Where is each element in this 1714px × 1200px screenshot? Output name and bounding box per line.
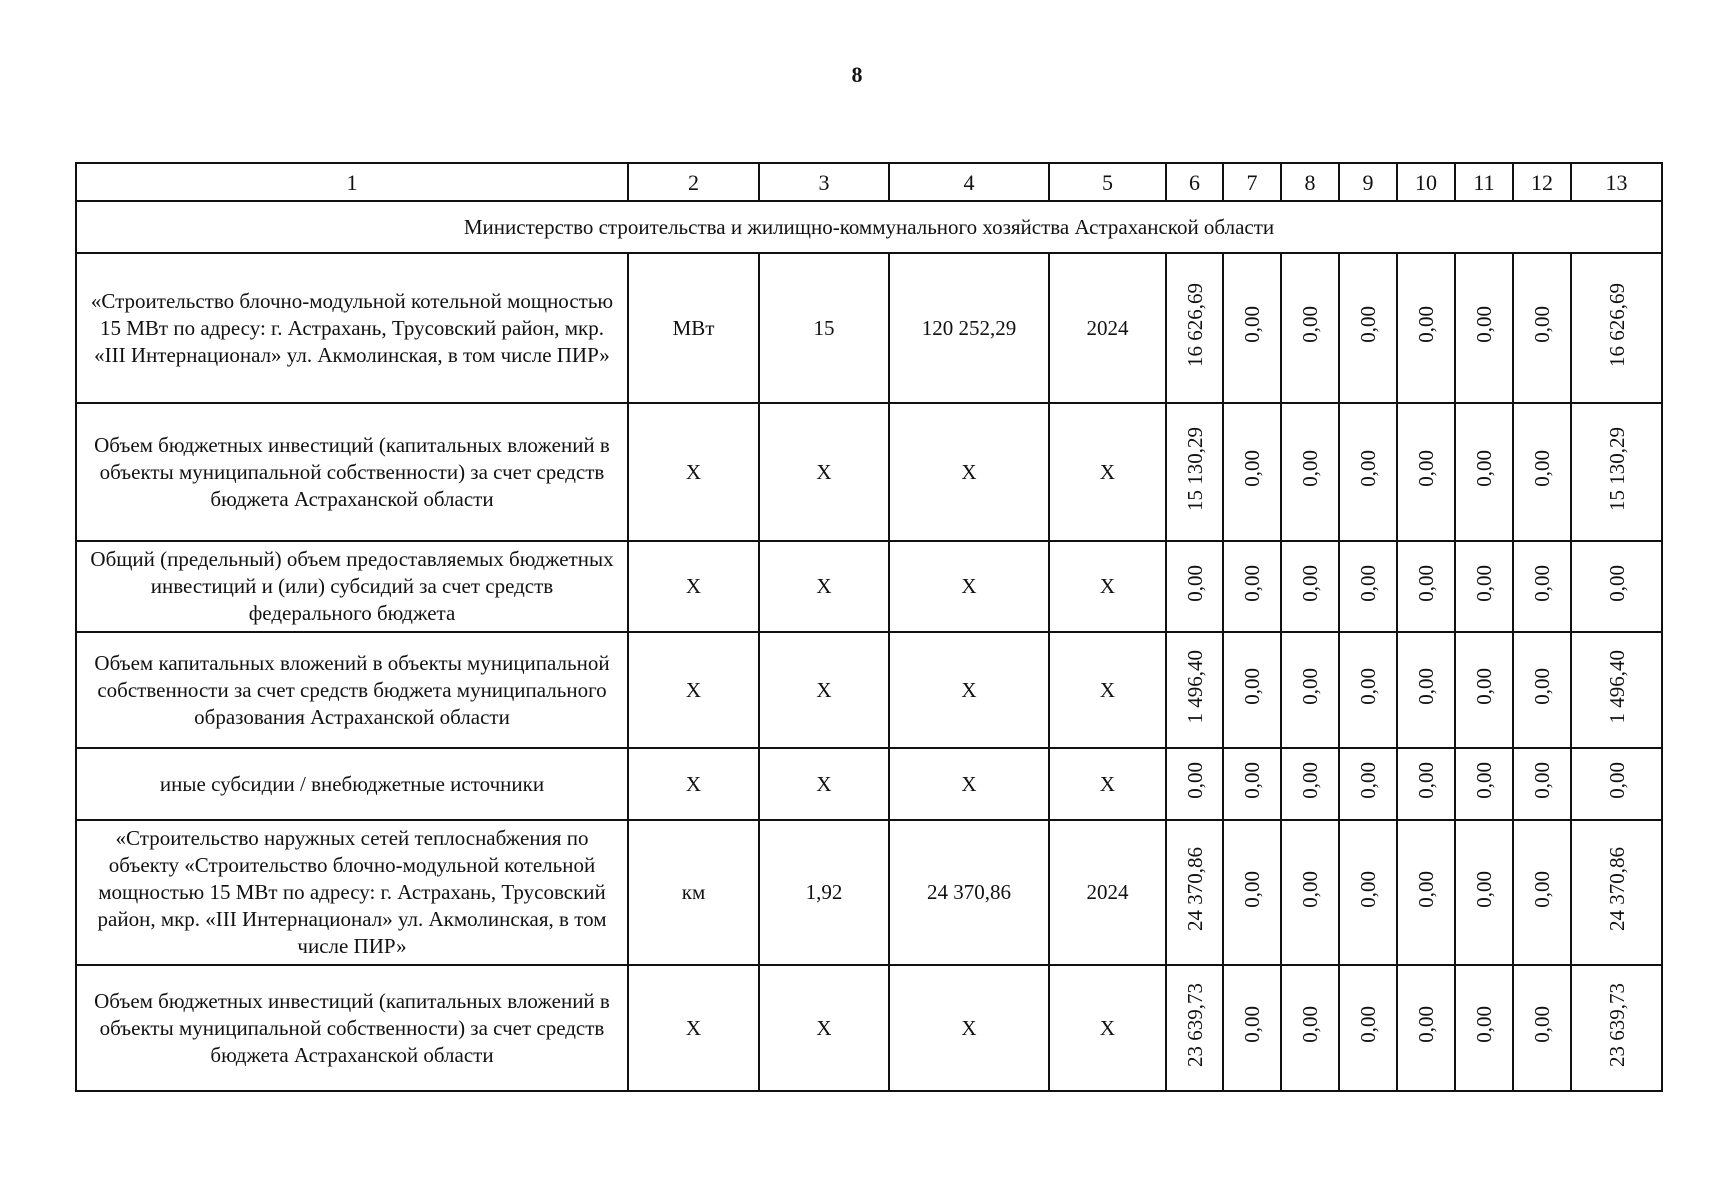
amount-cell xyxy=(1339,748,1397,820)
amount-cell xyxy=(1223,632,1281,748)
row-attribute-cell: Х xyxy=(1049,965,1166,1091)
amount-value: 0,00 xyxy=(1240,306,1264,343)
amount-value: 0,00 xyxy=(1356,306,1380,343)
amount-cell xyxy=(1455,403,1513,541)
table-row xyxy=(76,965,1662,1091)
amount-cell xyxy=(1397,965,1455,1091)
column-number-cell: 1 xyxy=(76,163,628,201)
amount-cell xyxy=(1339,253,1397,403)
row-attribute-cell: Х xyxy=(1049,632,1166,748)
row-attribute-cell: Х xyxy=(628,541,759,632)
amount-cell xyxy=(1281,632,1339,748)
page-number: 8 xyxy=(851,62,863,87)
column-number-cell: 9 xyxy=(1339,163,1397,201)
amount-value: 24 370,86 xyxy=(1604,847,1629,931)
amount-cell xyxy=(1571,965,1662,1091)
budget-table xyxy=(75,162,1663,1092)
row-attribute-cell: Х xyxy=(628,403,759,541)
row-attribute-cell: 2024 xyxy=(1049,253,1166,403)
amount-cell xyxy=(1513,541,1571,632)
amount-cell xyxy=(1513,403,1571,541)
amount-value: 0,00 xyxy=(1530,762,1554,799)
amount-cell xyxy=(1455,541,1513,632)
column-number-row xyxy=(76,163,1662,201)
amount-cell xyxy=(1513,965,1571,1091)
amount-cell xyxy=(1166,632,1223,748)
row-attribute-cell: Х xyxy=(1049,403,1166,541)
amount-value: 0,00 xyxy=(1414,668,1438,705)
amount-value: 0,00 xyxy=(1414,564,1438,602)
table-row xyxy=(76,632,1662,748)
row-attribute-cell: МВт xyxy=(628,253,759,403)
amount-cell xyxy=(1166,748,1223,820)
amount-value: 0,00 xyxy=(1414,762,1438,799)
column-number-cell: 4 xyxy=(889,163,1049,201)
amount-value: 0,00 xyxy=(1414,1006,1438,1043)
amount-cell xyxy=(1397,541,1455,632)
amount-value: 0,00 xyxy=(1240,668,1264,705)
amount-value: 0,00 xyxy=(1472,1006,1496,1043)
section-title-row xyxy=(76,201,1662,253)
amount-value: 0,00 xyxy=(1298,1006,1322,1043)
amount-cell xyxy=(1513,820,1571,965)
row-attribute-cell: Х xyxy=(628,965,759,1091)
amount-cell xyxy=(1281,965,1339,1091)
row-attribute-cell: Х xyxy=(889,541,1049,632)
row-attribute-cell: 120 252,29 xyxy=(889,253,1049,403)
row-attribute-cell: Х xyxy=(889,965,1049,1091)
column-number-cell: 8 xyxy=(1281,163,1339,201)
row-description: Объем капитальных вложений в объекты муниципальной собственности за счет средств бюджета муниципального образования Астраханской области xyxy=(76,632,628,748)
row-attribute-cell: 2024 xyxy=(1049,820,1166,965)
row-attribute-cell: Х xyxy=(1049,748,1166,820)
amount-cell xyxy=(1339,632,1397,748)
amount-cell xyxy=(1571,253,1662,403)
amount-value: 0,00 xyxy=(1472,306,1496,343)
amount-value: 0,00 xyxy=(1530,870,1554,908)
row-attribute-cell: Х xyxy=(889,632,1049,748)
amount-cell xyxy=(1281,403,1339,541)
amount-value: 15 130,29 xyxy=(1182,426,1207,511)
amount-cell xyxy=(1339,965,1397,1091)
amount-value: 0,00 xyxy=(1240,450,1264,487)
amount-value: 0,00 xyxy=(1530,306,1554,343)
amount-value: 24 370,86 xyxy=(1182,847,1207,931)
amount-value: 0,00 xyxy=(1240,564,1264,602)
amount-cell xyxy=(1397,632,1455,748)
amount-value: 23 639,73 xyxy=(1604,982,1629,1067)
table-row xyxy=(76,820,1662,965)
amount-value: 15 130,29 xyxy=(1604,426,1629,511)
table-row xyxy=(76,541,1662,632)
amount-cell xyxy=(1571,632,1662,748)
table-row xyxy=(76,748,1662,820)
row-description: Объем бюджетных инвестиций (капитальных вложений в объекты муниципальной собственности) за счет средств бюджета Астраханской области xyxy=(76,403,628,541)
amount-cell xyxy=(1281,748,1339,820)
amount-cell xyxy=(1166,253,1223,403)
table-row xyxy=(76,253,1662,403)
amount-value: 0,00 xyxy=(1182,762,1207,799)
amount-cell xyxy=(1166,820,1223,965)
amount-value: 16 626,69 xyxy=(1182,282,1207,367)
amount-cell xyxy=(1397,748,1455,820)
column-number-cell: 7 xyxy=(1223,163,1281,201)
amount-value: 23 639,73 xyxy=(1182,982,1207,1067)
amount-cell xyxy=(1339,403,1397,541)
row-attribute-cell: Х xyxy=(759,748,889,820)
amount-value: 0,00 xyxy=(1356,450,1380,487)
amount-value: 0,00 xyxy=(1604,564,1629,602)
amount-cell xyxy=(1455,820,1513,965)
amount-value: 0,00 xyxy=(1298,762,1322,799)
amount-value: 0,00 xyxy=(1298,450,1322,487)
amount-value: 0,00 xyxy=(1356,564,1380,602)
amount-value: 0,00 xyxy=(1530,668,1554,705)
amount-cell xyxy=(1571,541,1662,632)
row-attribute-cell: Х xyxy=(759,541,889,632)
amount-value: 0,00 xyxy=(1182,564,1207,602)
amount-value: 0,00 xyxy=(1240,1006,1264,1043)
amount-cell xyxy=(1397,403,1455,541)
amount-cell xyxy=(1455,253,1513,403)
amount-cell xyxy=(1166,965,1223,1091)
amount-cell xyxy=(1223,965,1281,1091)
amount-cell xyxy=(1571,748,1662,820)
amount-value: 0,00 xyxy=(1472,762,1496,799)
amount-value: 0,00 xyxy=(1298,668,1322,705)
row-attribute-cell: Х xyxy=(759,965,889,1091)
row-description: «Строительство блочно-модульной котельной мощностью 15 МВт по адресу: г. Астрахань, Трусовский район, мкр. «III Интернационал» ул. Акмолинская, в том числе ПИР» xyxy=(76,253,628,403)
amount-value: 0,00 xyxy=(1356,762,1380,799)
column-number-cell: 3 xyxy=(759,163,889,201)
row-attribute-cell: Х xyxy=(889,748,1049,820)
amount-value: 0,00 xyxy=(1298,564,1322,602)
amount-cell xyxy=(1571,820,1662,965)
amount-cell xyxy=(1397,820,1455,965)
amount-value: 0,00 xyxy=(1530,564,1554,602)
amount-value: 0,00 xyxy=(1356,668,1380,705)
amount-value: 0,00 xyxy=(1356,1006,1380,1043)
row-attribute-cell: Х xyxy=(1049,541,1166,632)
row-attribute-cell: Х xyxy=(628,748,759,820)
amount-cell xyxy=(1571,403,1662,541)
amount-value: 0,00 xyxy=(1472,564,1496,602)
row-description: Общий (предельный) объем предоставляемых бюджетных инвестиций и (или) субсидий за счет средств федерального бюджета xyxy=(76,541,628,632)
amount-value: 0,00 xyxy=(1472,870,1496,908)
amount-value: 16 626,69 xyxy=(1604,282,1629,367)
amount-value: 0,00 xyxy=(1414,870,1438,908)
amount-value: 0,00 xyxy=(1240,762,1264,799)
row-attribute-cell: Х xyxy=(759,403,889,541)
amount-value: 0,00 xyxy=(1240,870,1264,908)
section-title: Министерство строительства и жилищно-коммунального хозяйства Астраханской области xyxy=(76,201,1662,253)
amount-cell xyxy=(1397,253,1455,403)
row-attribute-cell: 1,92 xyxy=(759,820,889,965)
amount-cell xyxy=(1339,541,1397,632)
row-description: «Строительство наружных сетей теплоснабжения по объекту «Строительство блочно-модульной котельной мощностью 15 МВт по адресу: г. Астрахань, Трусовский район, мкр. «III Интернационал» ул. Акмолинская, в том числе ПИР» xyxy=(76,820,628,965)
amount-cell xyxy=(1223,403,1281,541)
amount-value: 1 496,40 xyxy=(1182,649,1207,724)
amount-cell xyxy=(1455,632,1513,748)
column-number-cell: 5 xyxy=(1049,163,1166,201)
row-attribute-cell: Х xyxy=(628,632,759,748)
amount-value: 0,00 xyxy=(1530,450,1554,487)
amount-value: 0,00 xyxy=(1356,870,1380,908)
amount-cell xyxy=(1513,632,1571,748)
amount-cell xyxy=(1223,748,1281,820)
amount-cell xyxy=(1166,403,1223,541)
amount-value: 0,00 xyxy=(1472,668,1496,705)
amount-value: 0,00 xyxy=(1298,306,1322,343)
row-attribute-cell: 24 370,86 xyxy=(889,820,1049,965)
row-attribute-cell: Х xyxy=(889,403,1049,541)
amount-cell xyxy=(1455,748,1513,820)
column-number-cell: 10 xyxy=(1397,163,1455,201)
amount-cell xyxy=(1223,253,1281,403)
amount-value: 0,00 xyxy=(1472,450,1496,487)
amount-cell xyxy=(1223,820,1281,965)
amount-cell xyxy=(1513,748,1571,820)
amount-cell xyxy=(1166,541,1223,632)
amount-value: 0,00 xyxy=(1414,450,1438,487)
row-description: Объем бюджетных инвестиций (капитальных вложений в объекты муниципальной собственности) за счет средств бюджета Астраханской области xyxy=(76,965,628,1091)
row-description: иные субсидии / внебюджетные источники xyxy=(76,748,628,820)
amount-cell xyxy=(1223,541,1281,632)
amount-value: 0,00 xyxy=(1604,762,1629,799)
amount-cell xyxy=(1281,253,1339,403)
column-number-cell: 6 xyxy=(1166,163,1223,201)
column-number-cell: 13 xyxy=(1571,163,1662,201)
table-row xyxy=(76,403,1662,541)
data-rows xyxy=(76,253,1662,1091)
amount-cell xyxy=(1281,820,1339,965)
row-attribute-cell: Х xyxy=(759,632,889,748)
amount-cell xyxy=(1339,820,1397,965)
amount-value: 0,00 xyxy=(1298,870,1322,908)
row-attribute-cell: км xyxy=(628,820,759,965)
amount-cell xyxy=(1455,965,1513,1091)
amount-value: 1 496,40 xyxy=(1604,649,1629,724)
column-number-cell: 12 xyxy=(1513,163,1571,201)
amount-value: 0,00 xyxy=(1530,1006,1554,1043)
amount-value: 0,00 xyxy=(1414,306,1438,343)
amount-cell xyxy=(1281,541,1339,632)
column-number-cell: 11 xyxy=(1455,163,1513,201)
row-attribute-cell: 15 xyxy=(759,253,889,403)
amount-cell xyxy=(1513,253,1571,403)
column-number-cell: 2 xyxy=(628,163,759,201)
